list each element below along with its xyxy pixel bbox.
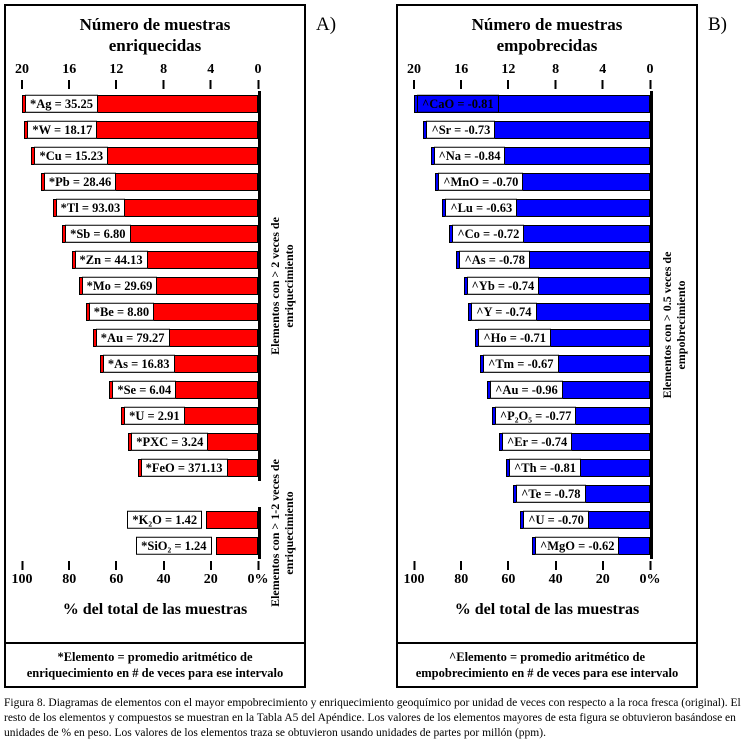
- panel-empobrecidas: [396, 4, 698, 688]
- bar-row-Th: [414, 455, 650, 481]
- axis-tick: [404, 559, 425, 587]
- plot-column: [398, 61, 661, 589]
- bar-row-K₂O: [22, 507, 258, 533]
- axis-tick-label: 4: [599, 62, 607, 78]
- axis-tick-mark: [68, 80, 70, 89]
- axis-tick-label: 4: [207, 62, 215, 78]
- axis-tick-label: 100: [403, 571, 425, 587]
- axis-tick: [549, 559, 563, 587]
- axis-tick: [62, 559, 76, 587]
- bar-row-As: [414, 247, 650, 273]
- bars-region: [414, 91, 650, 559]
- axis-tick-label: 20: [203, 571, 218, 587]
- axis-tick-mark: [413, 561, 415, 570]
- bar-row-Se: [22, 377, 258, 403]
- bar-row-Tl: [22, 195, 258, 221]
- group-label: Elementos con > 0.5 veces de empobrecimiento: [659, 251, 688, 398]
- bar-label-SiO₂: *SiO₂ = 1.24: [136, 536, 211, 555]
- footnote-enriquecimiento: *Elemento = promedio aritmético de enriquecimiento en # de veces para ese intervalo: [6, 642, 304, 687]
- axis-tick-mark: [21, 561, 23, 570]
- bar-row-Er: [414, 429, 650, 455]
- bar-row-As: [22, 351, 258, 377]
- axis-tick: [109, 62, 123, 90]
- bar-SiO₂: [216, 537, 258, 555]
- bar-label-Y: ^Y = -0.74: [471, 302, 536, 321]
- bar-label-Sb: *Sb = 6.80: [65, 224, 130, 243]
- axis-tick-label: 0%: [639, 571, 661, 587]
- bar-label-Th: ^Th = -0.81: [509, 458, 581, 477]
- axis-tick-mark: [460, 80, 462, 89]
- chart-title-line1: Número de muestras: [471, 15, 623, 34]
- group-label-wrap: [261, 91, 304, 481]
- axis-tick-label: 100: [11, 571, 33, 587]
- bar-row-P₂O₅: [414, 403, 650, 429]
- group-label: Elementos con > 1-2 veces de enriquecimiento: [267, 458, 296, 607]
- axis-tick-mark: [257, 561, 259, 570]
- axis-tick-label: 20: [407, 62, 421, 78]
- bar-row-MgO: [414, 533, 650, 559]
- axis-tick: [596, 559, 610, 587]
- bottom-axis-percent: [403, 559, 661, 589]
- axis-tick-label: 80: [454, 571, 469, 587]
- bar-row-Lu: [414, 195, 650, 221]
- bar-row-MnO: [414, 169, 650, 195]
- bar-row-U: [414, 507, 650, 533]
- figure-panels-row: [4, 4, 749, 688]
- axis-tick: [501, 62, 515, 90]
- axis-tick-mark: [68, 561, 70, 570]
- group-annotations: [650, 61, 696, 589]
- bar-label-As: *As = 16.83: [103, 354, 175, 373]
- bar-row-Pb: [22, 169, 258, 195]
- bar-label-Pb: *Pb = 28.46: [44, 172, 116, 191]
- group-annotation: [258, 458, 304, 607]
- axis-tick-label: 16: [454, 62, 469, 78]
- bar-label-Co: ^Co = -0.72: [452, 224, 524, 243]
- axis-tick-mark: [649, 80, 651, 89]
- group-label-wrap: [261, 458, 304, 607]
- axis-tick-mark: [649, 561, 651, 570]
- bar-label-Au: ^Au = -0.96: [490, 380, 563, 399]
- axis-tick-mark: [507, 80, 509, 89]
- panel-tag-a: A): [316, 14, 337, 35]
- bar-row-Ag: [22, 91, 258, 117]
- axis-tick-mark: [602, 561, 604, 570]
- axis-tick-label: 20: [595, 571, 610, 587]
- top-axis-samples: [407, 61, 654, 91]
- chart-title-enriquecidas: [10, 14, 300, 57]
- bar-row-Au: [22, 325, 258, 351]
- bar-row-PXC: [22, 429, 258, 455]
- axis-tick-mark: [163, 561, 165, 570]
- bar-label-CaO: ^CaO = -0.81: [417, 94, 499, 113]
- panel-enriquecidas: [4, 4, 306, 688]
- top-axis-samples: [15, 61, 262, 91]
- axis-tick-mark: [602, 80, 604, 89]
- bar-label-Ag: *Ag = 35.25: [25, 94, 98, 113]
- bar-label-Ho: ^Ho = -0.71: [478, 328, 551, 347]
- bottom-axis-percent: [11, 559, 269, 589]
- axis-tick-label: 8: [160, 62, 168, 78]
- bar-K₂O: [206, 511, 258, 529]
- bar-row-Cu: [22, 143, 258, 169]
- bar-label-Lu: ^Lu = -0.63: [445, 198, 517, 217]
- bar-row-Sr: [414, 117, 650, 143]
- axis-tick-label: 0%: [247, 571, 269, 587]
- bar-label-Be: *Be = 8.80: [89, 302, 154, 321]
- axis-tick-mark: [460, 561, 462, 570]
- axis-tick-mark: [21, 80, 23, 89]
- axis-tick-label: 0: [254, 62, 262, 78]
- axis-tick: [454, 62, 468, 90]
- bar-row-Te: [414, 481, 650, 507]
- group-annotations: [258, 61, 304, 607]
- bar-row-U: [22, 403, 258, 429]
- bar-label-P₂O₅: ^P₂O₅ = -0.77: [495, 406, 577, 425]
- axis-tick-mark: [115, 561, 117, 570]
- chart-title-line1: Número de muestras: [79, 15, 231, 34]
- bar-label-K₂O: *K₂O = 1.42: [127, 510, 202, 529]
- bar-row-Na: [414, 143, 650, 169]
- axis-tick-mark: [210, 561, 212, 570]
- axis-tick: [157, 559, 171, 587]
- axis-tick: [552, 62, 559, 90]
- bar-group: [22, 507, 258, 559]
- group-label-wrap: [653, 91, 696, 559]
- bar-row-Zn: [22, 247, 258, 273]
- bar-label-Se: *Se = 6.04: [112, 380, 176, 399]
- group-label: Elementos con > 2 veces de enriquecimiento: [267, 216, 296, 355]
- bar-row-FeO: [22, 455, 258, 481]
- axis-tick-label: 60: [109, 571, 124, 587]
- axis-tick-label: 20: [15, 62, 29, 78]
- axis-tick: [204, 559, 218, 587]
- bar-label-PXC: *PXC = 3.24: [131, 432, 208, 451]
- bar-label-As: ^As = -0.78: [459, 250, 530, 269]
- axis-tick-label: 16: [62, 62, 77, 78]
- bar-row-Be: [22, 299, 258, 325]
- bar-label-Te: ^Te = -0.78: [516, 484, 585, 503]
- bar-group: [414, 91, 650, 559]
- axis-tick: [599, 62, 606, 90]
- footnote-empobrecimiento: ^Elemento = promedio aritmético de empobrecimiento en # de veces para ese intervalo: [398, 642, 696, 687]
- bar-label-Cu: *Cu = 15.23: [34, 146, 108, 165]
- bar-label-Tm: ^Tm = -0.67: [483, 354, 558, 373]
- axis-tick-label: 60: [501, 571, 516, 587]
- axis-tick-label: 40: [548, 571, 563, 587]
- bar-label-Zn: *Zn = 44.13: [75, 250, 148, 269]
- bar-row-Co: [414, 221, 650, 247]
- axis-tick-mark: [413, 80, 415, 89]
- axis-tick-mark: [115, 80, 117, 89]
- bars-region: [22, 91, 258, 559]
- bar-row-CaO: [414, 91, 650, 117]
- axis-tick-mark: [555, 561, 557, 570]
- axis-tick-mark: [163, 80, 165, 89]
- bar-label-Sr: ^Sr = -0.73: [426, 120, 495, 139]
- bar-label-MnO: ^MnO = -0.70: [438, 172, 523, 191]
- bar-row-Y: [414, 299, 650, 325]
- figure-caption: Figura 8. Diagramas de elementos con el mayor empobrecimiento y enriquecimiento geoquímico por unidad de veces con respecto a la roca fresca (original). El resto de los elementos y compuestos se muestran en la Tabla A5 del Apéndice. Los valores de los elementos mayores de esta figura se obtuvieron basándose en unidades de % en peso. Los valores de los elementos traza se obtuvieron usando unidades de partes por millón (ppm).: [4, 697, 741, 739]
- bar-label-Na: ^Na = -0.84: [434, 146, 506, 165]
- axis-tick: [647, 62, 654, 90]
- bar-row-Yb: [414, 273, 650, 299]
- axis-tick: [407, 62, 421, 90]
- plot-area-empobrecidas: [398, 61, 696, 589]
- axis-tick-mark: [210, 80, 212, 89]
- bar-label-FeO: *FeO = 371.13: [141, 458, 228, 477]
- axis-tick: [454, 559, 468, 587]
- bar-label-Tl: *Tl = 93.03: [56, 198, 126, 217]
- bar-row-Tm: [414, 351, 650, 377]
- axis-tick: [160, 62, 167, 90]
- axis-tick: [248, 559, 269, 587]
- axis-tick-mark: [257, 80, 259, 89]
- x-axis-label: % del total de las muestras: [62, 600, 248, 618]
- bar-row-W: [22, 117, 258, 143]
- axis-tick-label: 0: [646, 62, 654, 78]
- group-gap: [22, 481, 258, 507]
- axis-tick-label: 12: [501, 62, 516, 78]
- axis-tick: [501, 559, 515, 587]
- axis-tick: [12, 559, 33, 587]
- axis-tick-mark: [555, 80, 557, 89]
- axis-tick: [640, 559, 661, 587]
- bar-label-Er: ^Er = -0.74: [502, 432, 572, 451]
- bar-row-Sb: [22, 221, 258, 247]
- chart-title-empobrecidas: [402, 14, 692, 57]
- bar-row-Au: [414, 377, 650, 403]
- axis-tick-mark: [507, 561, 509, 570]
- axis-tick-label: 12: [109, 62, 124, 78]
- bar-label-U: *U = 2.91: [124, 406, 185, 425]
- group-annotation: [650, 91, 696, 559]
- group-annotation: [258, 91, 304, 481]
- bar-label-Mo: *Mo = 29.69: [82, 276, 158, 295]
- bar-label-Au: *Au = 79.27: [96, 328, 170, 347]
- x-axis-label: % del total de las muestras: [454, 600, 640, 618]
- axis-tick-label: 80: [62, 571, 77, 587]
- axis-tick: [15, 62, 29, 90]
- plot-area-enriquecidas: [6, 61, 304, 607]
- bar-label-W: *W = 18.17: [27, 120, 97, 139]
- bar-row-SiO₂: [22, 533, 258, 559]
- bar-row-Ho: [414, 325, 650, 351]
- axis-tick: [255, 62, 262, 90]
- chart-title-line2: enriquecidas: [108, 36, 202, 56]
- axis-tick-label: 40: [156, 571, 171, 587]
- plot-column: [6, 61, 269, 589]
- bar-label-MgO: ^MgO = -0.62: [535, 536, 619, 555]
- panel-tag-b: B): [708, 14, 727, 35]
- bar-label-Yb: ^Yb = -0.74: [467, 276, 540, 295]
- bar-row-Mo: [22, 273, 258, 299]
- chart-title-line2: empobrecidas: [496, 36, 598, 56]
- axis-tick: [109, 559, 123, 587]
- bar-group: [22, 91, 258, 481]
- axis-tick-label: 8: [552, 62, 560, 78]
- bar-label-U: ^U = -0.70: [523, 510, 589, 529]
- axis-tick: [207, 62, 214, 90]
- axis-tick: [62, 62, 76, 90]
